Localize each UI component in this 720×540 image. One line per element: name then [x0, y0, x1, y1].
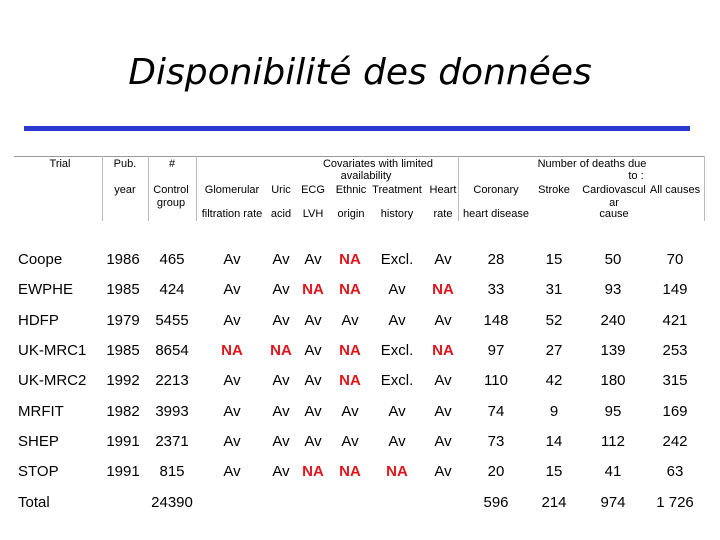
cell-treat: Excl.: [380, 341, 414, 359]
header-cardiovascular: Cardiovascul: [582, 184, 646, 196]
header-control: Control: [153, 184, 189, 196]
cell-year: 1986: [106, 251, 140, 268]
cell-n: 424: [159, 281, 185, 299]
cell-ethnic: NA: [339, 341, 361, 359]
cell-coronary: 28: [487, 251, 505, 268]
cell-year: 1992: [106, 372, 140, 390]
cell-all: 63: [666, 463, 684, 481]
cell-year: 1985: [106, 341, 140, 359]
cell-treat: Av: [388, 311, 406, 329]
cell-year: 1979: [106, 311, 140, 329]
cell-glom: Av: [223, 432, 241, 450]
cell-coronary: 20: [487, 463, 505, 481]
header-heart: Heart: [429, 184, 457, 196]
cell-ethnic: NA: [339, 251, 361, 268]
cell-cardio: 50: [604, 251, 622, 268]
cell-heart: Av: [434, 432, 452, 450]
cell-ethnic: Av: [341, 432, 359, 450]
cell-year: 1991: [106, 432, 140, 450]
cell-uric: Av: [272, 432, 290, 450]
header-ecg: ECG: [301, 184, 325, 196]
header-pub: Pub.: [113, 158, 137, 170]
cell-glom: Av: [223, 311, 241, 329]
header-ethnic: Ethnic: [335, 184, 367, 196]
cell-n: 2371: [155, 432, 189, 450]
total-n: 24390: [151, 494, 193, 511]
cell-n: 465: [159, 251, 185, 268]
cell-stroke: 52: [545, 311, 563, 329]
cell-uric: Av: [272, 372, 290, 390]
cell-cardio: 112: [601, 432, 625, 450]
cell-ethnic: Av: [341, 402, 359, 420]
cell-uric: Av: [272, 402, 290, 420]
header-cardiovascular-2: ar: [609, 197, 619, 209]
header-year: year: [114, 184, 136, 196]
header-heart-disease: heart disease: [462, 208, 530, 220]
header-trial: Trial: [49, 158, 71, 170]
cell-coronary: 74: [487, 402, 505, 420]
cell-ecg: Av: [304, 372, 322, 390]
cell-heart: Av: [434, 372, 452, 390]
cell-ethnic: NA: [339, 281, 361, 299]
header-lvh: LVH: [302, 208, 324, 220]
total-all: 1 726: [656, 494, 694, 511]
cell-trial: MRFIT: [18, 402, 64, 420]
cell-all: 253: [662, 341, 688, 359]
cell-stroke: 9: [549, 402, 559, 420]
cell-ecg: Av: [304, 341, 322, 359]
cell-n: 2213: [155, 372, 189, 390]
cell-ecg: NA: [302, 463, 324, 481]
header-acid: acid: [270, 208, 292, 220]
cell-stroke: 27: [545, 341, 563, 359]
cell-all: 149: [662, 281, 688, 299]
cell-cardio: 93: [604, 281, 622, 299]
header-number: #: [168, 158, 176, 170]
cell-treat: Av: [388, 402, 406, 420]
cell-n: 8654: [155, 341, 189, 359]
cell-treat: Excl.: [380, 372, 414, 390]
cell-treat: Av: [388, 432, 406, 450]
cell-uric: Av: [272, 251, 290, 268]
cell-ecg: NA: [302, 281, 324, 299]
cell-cardio: 180: [600, 372, 626, 390]
cell-uric: Av: [272, 311, 290, 329]
cell-glom: Av: [223, 281, 241, 299]
cell-all: 315: [662, 372, 688, 390]
cell-ethnic: NA: [339, 463, 361, 481]
cell-glom: NA: [221, 341, 243, 359]
cell-trial: UK-MRC2: [18, 372, 87, 390]
total-cardio: 974: [600, 494, 626, 511]
header-treatment: Treatment: [372, 184, 422, 196]
header-rate: rate: [433, 208, 453, 220]
cell-all: 242: [662, 432, 688, 450]
cell-coronary: 148: [483, 311, 509, 329]
cell-trial: UK-MRC1: [18, 341, 87, 359]
cell-treat: Excl.: [380, 251, 414, 268]
slide-title: Disponibilité des données: [128, 52, 592, 93]
cell-cardio: 41: [604, 463, 622, 481]
cell-coronary: 97: [487, 341, 505, 359]
header-divider: [102, 156, 103, 221]
cell-ecg: Av: [304, 402, 322, 420]
cell-heart: Av: [434, 251, 452, 268]
header-divider: [196, 156, 197, 221]
cell-treat: NA: [386, 463, 408, 481]
cell-all: 421: [662, 311, 688, 329]
header-glomerular: Glomerular: [204, 184, 260, 196]
cell-cardio: 139: [600, 341, 626, 359]
cell-coronary: 73: [487, 432, 505, 450]
total-label: Total: [18, 494, 50, 511]
cell-trial: HDFP: [18, 311, 59, 329]
cell-heart: Av: [434, 402, 452, 420]
header-history: history: [380, 208, 414, 220]
total-stroke: 214: [541, 494, 567, 511]
cell-glom: Av: [223, 463, 241, 481]
cell-all: 70: [666, 251, 684, 268]
header-group: group: [156, 197, 186, 209]
header-availability: availability: [340, 170, 392, 182]
header-deaths: Number of deaths due: [537, 158, 647, 170]
cell-glom: Av: [223, 402, 241, 420]
cell-n: 815: [159, 463, 185, 481]
cell-stroke: 42: [545, 372, 563, 390]
cell-ethnic: NA: [339, 372, 361, 390]
total-coronary: 596: [483, 494, 509, 511]
cell-cardio: 240: [600, 311, 626, 329]
cell-stroke: 14: [545, 432, 563, 450]
header-uric: Uric: [271, 184, 291, 196]
cell-trial: SHEP: [18, 432, 59, 450]
cell-cardio: 95: [604, 402, 622, 420]
header-all-causes: All causes: [649, 184, 701, 196]
cell-all: 169: [662, 402, 688, 420]
cell-n: 5455: [155, 311, 189, 329]
header-to: to :: [628, 170, 644, 182]
cell-stroke: 15: [545, 463, 563, 481]
cell-ecg: Av: [304, 432, 322, 450]
cell-ethnic: Av: [341, 311, 359, 329]
cell-uric: NA: [270, 341, 292, 359]
cell-year: 1991: [106, 463, 140, 481]
cell-year: 1982: [106, 402, 140, 420]
cell-stroke: 15: [545, 251, 563, 268]
header-stroke: Stroke: [538, 184, 570, 196]
cell-glom: Av: [223, 372, 241, 390]
cell-ecg: Av: [304, 311, 322, 329]
cell-uric: Av: [272, 281, 290, 299]
header-divider: [148, 156, 149, 221]
cell-n: 3993: [155, 402, 189, 420]
cell-year: 1985: [106, 281, 140, 299]
cell-stroke: 31: [545, 281, 563, 299]
cell-treat: Av: [388, 281, 406, 299]
header-cardiovascular-3: cause: [599, 208, 629, 220]
header-top-border: [14, 156, 704, 157]
header-coronary: Coronary: [473, 184, 519, 196]
cell-coronary: 33: [487, 281, 505, 299]
header-origin: origin: [337, 208, 365, 220]
header-covariates: Covariates with limited: [322, 158, 434, 170]
header-divider: [458, 156, 459, 221]
cell-trial: Coope: [18, 251, 63, 268]
cell-ecg: Av: [304, 251, 322, 268]
header-filtration-rate: filtration rate: [201, 208, 263, 220]
cell-heart: Av: [434, 463, 452, 481]
cell-glom: Av: [223, 251, 241, 268]
cell-heart: NA: [432, 341, 454, 359]
cell-heart: Av: [434, 311, 452, 329]
header-divider: [704, 156, 705, 221]
cell-coronary: 110: [484, 372, 508, 390]
cell-trial: EWPHE: [18, 281, 74, 299]
cell-uric: Av: [272, 463, 290, 481]
cell-trial: STOP: [18, 463, 59, 481]
cell-heart: NA: [432, 281, 454, 299]
title-underline: [24, 126, 690, 131]
